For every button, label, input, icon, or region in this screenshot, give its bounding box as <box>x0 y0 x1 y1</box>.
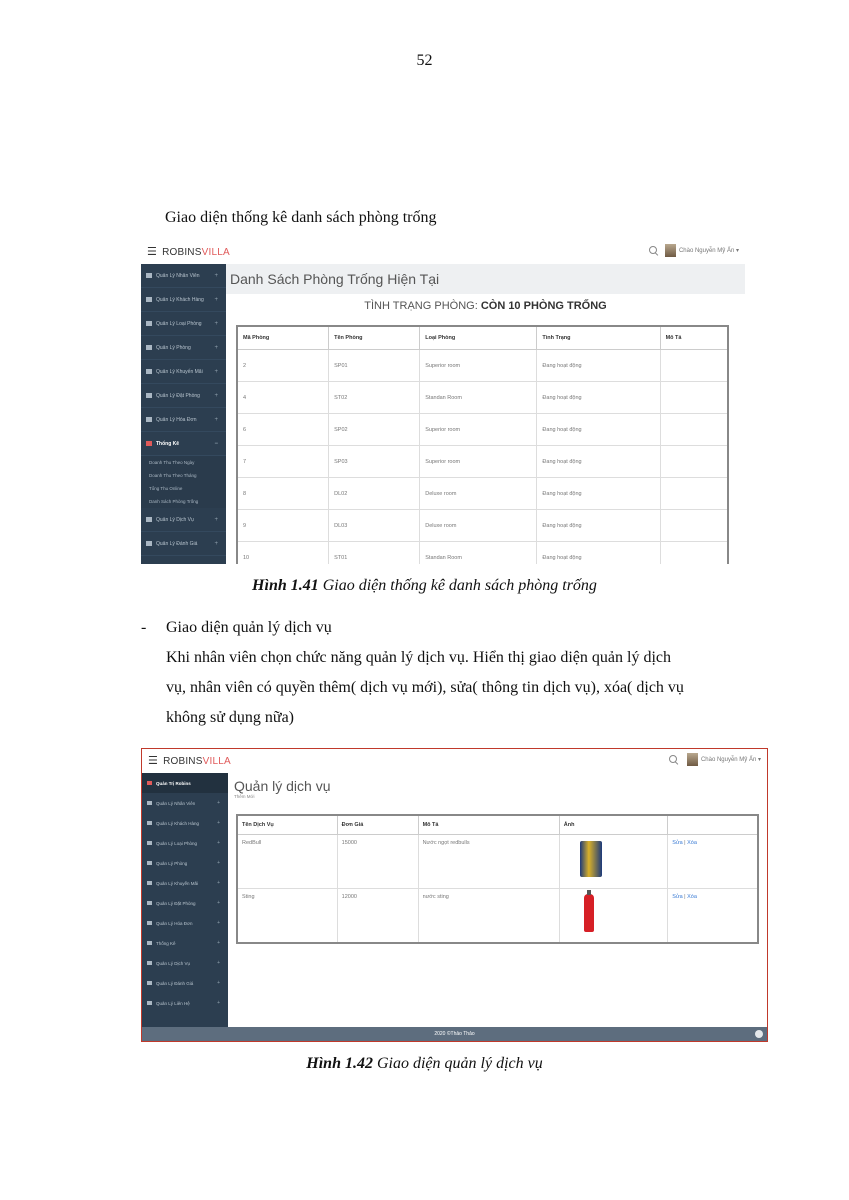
table-cell: 8 <box>237 478 329 510</box>
menu-item-icon <box>146 417 152 422</box>
sidebar-item-label: Thống Kê <box>156 440 180 447</box>
column-header: Ảnh <box>559 815 667 835</box>
menu-item-icon <box>147 881 152 885</box>
menu-item-icon <box>147 781 152 785</box>
expand-icon[interactable]: + <box>217 900 220 906</box>
table-cell: Superior room <box>420 446 537 478</box>
expand-icon[interactable]: + <box>214 272 218 279</box>
figure-1-screenshot <box>141 240 745 564</box>
table-row <box>237 889 758 944</box>
sidebar-item-label: Quản Trị Robins <box>156 780 191 786</box>
delete-link[interactable]: Xóa <box>687 894 697 900</box>
table-row <box>237 835 758 889</box>
table-header-row <box>237 815 758 835</box>
table-cell <box>660 350 728 382</box>
actions-cell <box>668 889 758 944</box>
column-header <box>668 815 758 835</box>
bullet-dash: - <box>141 619 147 636</box>
table-header-row <box>237 326 728 350</box>
add-new-link[interactable]: Thêm Mới <box>234 794 255 799</box>
footer: 2020 ©Thảo Thảo <box>142 1027 767 1041</box>
expand-icon[interactable]: + <box>217 980 220 986</box>
table-cell: Đang hoạt động <box>537 478 660 510</box>
expand-icon[interactable]: + <box>214 296 218 303</box>
column-header: Loại Phòng <box>420 326 537 350</box>
menu-item-icon <box>147 981 152 985</box>
table-row <box>237 510 728 542</box>
page-number: 52 <box>416 52 433 69</box>
sidebar-item[interactable] <box>142 833 228 853</box>
sidebar-item[interactable] <box>141 432 226 456</box>
table-row <box>237 414 728 446</box>
sidebar-item[interactable] <box>142 953 228 973</box>
image-cell <box>559 889 667 944</box>
menu-item-icon <box>147 861 152 865</box>
image-cell <box>559 835 667 889</box>
menu-item-icon <box>147 921 152 925</box>
sidebar-item-label: Quản Lý Khách Hàng <box>156 820 200 826</box>
sidebar-item-label: Quản Lý Liên Hệ <box>156 1000 190 1006</box>
sidebar-item[interactable] <box>142 973 228 993</box>
table-cell: Superior room <box>420 414 537 446</box>
services-table <box>236 814 759 944</box>
expand-icon[interactable]: + <box>217 820 220 826</box>
intro-line: Giao diện thống kê danh sách phòng trống <box>165 209 437 226</box>
sidebar-item[interactable] <box>142 853 228 873</box>
sidebar-item-label: Quản Lý Đánh Giá <box>156 980 194 986</box>
table-cell <box>660 510 728 542</box>
expand-icon[interactable]: + <box>214 540 218 547</box>
sidebar-item[interactable] <box>142 813 228 833</box>
delete-link[interactable]: Xóa <box>687 840 697 846</box>
menu-item-icon <box>147 821 152 825</box>
table-row <box>237 478 728 510</box>
expand-icon[interactable]: + <box>214 416 218 423</box>
table-cell: SP02 <box>329 414 420 446</box>
table-cell: Superior room <box>420 350 537 382</box>
table-cell: ST02 <box>329 382 420 414</box>
sidebar-item-label: Quản Lý Khách Hàng <box>156 296 204 303</box>
empty-rooms-table <box>236 325 729 564</box>
expand-icon[interactable]: + <box>214 320 218 327</box>
sidebar-item-label: Quản Lý Hóa Đơn <box>156 920 193 926</box>
main-content <box>226 264 745 564</box>
menu-item-icon <box>147 961 152 965</box>
sidebar-item-label: Thống Kê <box>156 940 176 946</box>
sidebar <box>142 773 228 1027</box>
table-cell: 15000 <box>337 835 418 889</box>
column-header: Tên Dịch Vụ <box>237 815 337 835</box>
expand-icon[interactable]: + <box>217 880 220 886</box>
menu-item-icon <box>146 441 152 446</box>
sidebar-item[interactable] <box>141 532 226 556</box>
menu-item-icon <box>147 901 152 905</box>
table-cell: nước sting <box>418 889 559 944</box>
expand-icon[interactable]: + <box>217 1000 220 1006</box>
sidebar-item-label: Quản Lý Dịch Vụ <box>156 516 194 523</box>
column-header: Tình Trạng <box>537 326 660 350</box>
search-icon[interactable] <box>669 755 677 763</box>
table-cell: 9 <box>237 510 329 542</box>
submenu-item[interactable]: Doanh Thu Theo Ngày <box>141 456 226 469</box>
sidebar-item-label: Quản Lý Loại Phòng <box>156 320 202 327</box>
menu-item-icon <box>147 801 152 805</box>
sidebar-item-label: Quản Lý Đặt Phòng <box>156 900 196 906</box>
user-menu[interactable]: Chào Nguyễn Mỹ Ấn ▾ <box>687 753 761 766</box>
table-row <box>237 382 728 414</box>
page-title: Danh Sách Phòng Trống Hiện Tại <box>230 271 440 287</box>
table-cell: Standan Room <box>420 382 537 414</box>
table-row <box>237 446 728 478</box>
sidebar-item[interactable] <box>142 893 228 913</box>
column-header: Mã Phòng <box>237 326 329 350</box>
figure-2-screenshot <box>141 748 768 1042</box>
table-cell: Nước ngọt redbulls <box>418 835 559 889</box>
sidebar-item-label: Quản Lý Đánh Giá <box>156 540 198 547</box>
menu-item-icon <box>146 369 152 374</box>
sidebar-item-label: Quản Lý Khuyến Mãi <box>156 880 199 886</box>
paragraph-line: vụ, nhân viên có quyền thêm( dịch vụ mới), sửa( thông tin dịch vụ), xóa( dịch vụ <box>166 679 684 696</box>
table-row <box>237 350 728 382</box>
table-cell: RedBull <box>237 835 337 889</box>
menu-item-icon <box>146 541 152 546</box>
sidebar-item[interactable] <box>142 793 228 813</box>
scroll-top-icon[interactable] <box>755 1030 763 1038</box>
column-header: Đơn Giá <box>337 815 418 835</box>
sidebar-item[interactable] <box>141 336 226 360</box>
sidebar-item[interactable] <box>141 264 226 288</box>
sidebar-item-label: Quản Lý Loại Phòng <box>156 840 198 846</box>
expand-icon[interactable]: + <box>217 800 220 806</box>
table-cell: Đang hoạt động <box>537 510 660 542</box>
table-cell: 12000 <box>337 889 418 944</box>
main-content <box>228 773 767 1027</box>
submenu-item[interactable]: Danh Sách Phòng Trống <box>141 495 226 508</box>
menu-item-icon <box>146 321 152 326</box>
table-cell <box>660 414 728 446</box>
expand-icon[interactable]: + <box>214 392 218 399</box>
expand-icon[interactable]: + <box>214 368 218 375</box>
sidebar-item[interactable] <box>141 408 226 432</box>
table-cell: Đang hoạt động <box>537 350 660 382</box>
menu-item-icon <box>146 345 152 350</box>
table-cell: 2 <box>237 350 329 382</box>
column-header: Mô Tả <box>418 815 559 835</box>
table-cell: Đang hoạt động <box>537 414 660 446</box>
sidebar-item[interactable] <box>142 873 228 893</box>
sidebar-item[interactable] <box>142 773 228 793</box>
submenu-item[interactable]: Tổng Thu Online <box>141 482 226 495</box>
table-cell: SP01 <box>329 350 420 382</box>
table-cell: SP03 <box>329 446 420 478</box>
sidebar-item[interactable] <box>142 993 228 1013</box>
sidebar-item[interactable] <box>142 933 228 953</box>
menu-icon[interactable]: ☰ <box>148 755 159 767</box>
bullet-text: Giao diện quản lý dịch vụ <box>166 619 332 636</box>
avatar <box>687 753 698 766</box>
sidebar-item[interactable] <box>141 288 226 312</box>
redbull-can-image <box>580 841 602 877</box>
menu-item-icon <box>147 941 152 945</box>
top-bar <box>142 749 767 774</box>
collapse-icon[interactable]: − <box>214 440 218 447</box>
expand-icon[interactable]: + <box>217 860 220 866</box>
expand-icon[interactable]: + <box>214 344 218 351</box>
sidebar-item-label: Quản Lý Khuyến Mãi <box>156 368 203 375</box>
sidebar-item-label: Quản Lý Phòng <box>156 860 188 866</box>
menu-icon[interactable]: ☰ <box>147 246 158 258</box>
expand-icon[interactable]: + <box>217 840 220 846</box>
sting-bottle-image <box>584 894 594 932</box>
sidebar <box>141 264 226 564</box>
table-cell: Sting <box>237 889 337 944</box>
actions-cell <box>668 835 758 889</box>
sidebar-item-label: Quản Lý Phòng <box>156 344 191 351</box>
user-menu[interactable]: Chào Nguyễn Mỹ Ấn ▾ <box>665 244 739 257</box>
menu-item-icon <box>146 393 152 398</box>
menu-item-icon <box>147 1001 152 1005</box>
top-bar <box>141 240 745 265</box>
table-cell <box>660 542 728 565</box>
table-cell: ST01 <box>329 542 420 565</box>
menu-item-icon <box>146 297 152 302</box>
paragraph <box>166 643 770 733</box>
table-cell: Đang hoạt động <box>537 542 660 565</box>
sidebar-item[interactable] <box>141 312 226 336</box>
table-cell: Deluxe room <box>420 510 537 542</box>
separator: | <box>682 840 688 846</box>
sidebar-item-label: Quản Lý Dịch Vụ <box>156 960 191 966</box>
sidebar-item-label: Quản Lý Đặt Phòng <box>156 392 200 399</box>
sidebar-item[interactable] <box>141 360 226 384</box>
room-status: TÌNH TRẠNG PHÒNG: CÒN 10 PHÒNG TRỐNG <box>364 300 607 312</box>
edit-link[interactable]: Sửa <box>672 840 683 846</box>
page-title: Quản lý dịch vụ <box>234 778 331 794</box>
expand-icon[interactable]: + <box>217 960 220 966</box>
column-header: Mô Tả <box>660 326 728 350</box>
table-cell: 7 <box>237 446 329 478</box>
sidebar-item[interactable] <box>142 913 228 933</box>
figure-2-caption: Hình 1.42 Giao diện quản lý dịch vụ <box>306 1055 543 1072</box>
paragraph-line: không sử dụng nữa) <box>166 709 294 726</box>
expand-icon[interactable]: + <box>217 940 220 946</box>
paragraph-line: Khi nhân viên chọn chức năng quản lý dịch vụ. Hiển thị giao diện quản lý dịch <box>166 649 671 666</box>
expand-icon[interactable]: + <box>214 516 218 523</box>
brand-logo[interactable]: ☰ ROBINSVILLA <box>148 755 231 767</box>
table-row <box>237 542 728 565</box>
menu-item-icon <box>146 517 152 522</box>
table-cell: 6 <box>237 414 329 446</box>
sidebar-item[interactable] <box>141 384 226 408</box>
figure-1-caption: Hình 1.41 Giao diện thống kê danh sách phòng trống <box>252 577 597 594</box>
separator: | <box>682 894 688 900</box>
sidebar-item-label: Quản Lý Nhân Viên <box>156 800 196 806</box>
table-cell <box>660 446 728 478</box>
brand-logo[interactable]: ☰ ROBINSVILLA <box>147 246 230 258</box>
page-heading <box>226 264 745 294</box>
table-cell: DL03 <box>329 510 420 542</box>
submenu-item[interactable]: Doanh Thu Theo Tháng <box>141 469 226 482</box>
edit-link[interactable]: Sửa <box>672 894 683 900</box>
menu-item-icon <box>146 273 152 278</box>
table-cell: Deluxe room <box>420 478 537 510</box>
search-icon[interactable] <box>649 246 657 254</box>
table-cell: Đang hoạt động <box>537 382 660 414</box>
column-header: Tên Phòng <box>329 326 420 350</box>
table-cell: DL02 <box>329 478 420 510</box>
avatar <box>665 244 676 257</box>
expand-icon[interactable]: + <box>217 920 220 926</box>
sidebar-item[interactable] <box>141 508 226 532</box>
table-cell <box>660 478 728 510</box>
table-cell: Standan Room <box>420 542 537 565</box>
sidebar-item-label: Quản Lý Nhân Viên <box>156 272 200 279</box>
table-cell: 4 <box>237 382 329 414</box>
table-cell: 10 <box>237 542 329 565</box>
menu-item-icon <box>147 841 152 845</box>
table-cell <box>660 382 728 414</box>
table-cell: Đang hoạt động <box>537 446 660 478</box>
sidebar-item-label: Quản Lý Hóa Đơn <box>156 416 197 423</box>
